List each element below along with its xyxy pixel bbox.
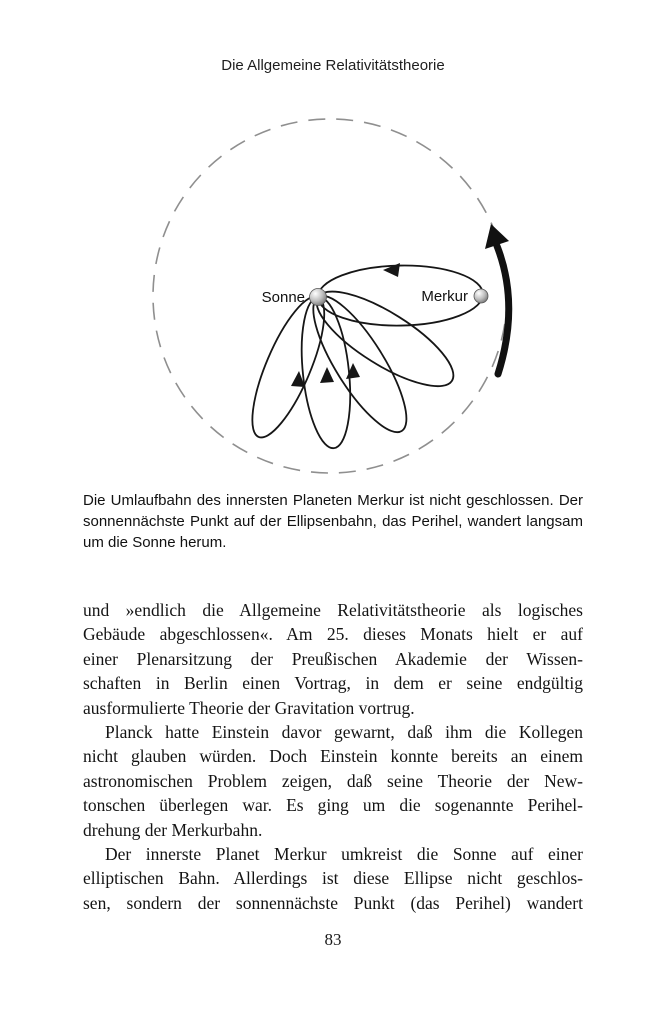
precession-arrow-icon bbox=[497, 246, 509, 374]
text-line: nicht glauben würden. Doch Einstein konnte bereits an einem bbox=[83, 746, 583, 767]
running-head: Die Allgemeine Relativitätstheorie bbox=[221, 57, 445, 74]
paragraph-2 bbox=[83, 720, 583, 842]
sun-label: Sonne bbox=[261, 289, 305, 306]
text-line: tonschen überlegen war. Es ging um die sogenannte Perihel- bbox=[83, 795, 583, 816]
caption-line: sonnennächste Punkt auf der Ellipsenbahn, das Perihel, wandert langsam bbox=[83, 513, 583, 530]
caption-line: um die Sonne herum. bbox=[83, 534, 227, 551]
orbit-petal-3 bbox=[298, 284, 422, 443]
text-line: ausformulierte Theorie der Gravitation vortrug. bbox=[83, 697, 415, 718]
sun-sphere bbox=[310, 289, 327, 306]
text-line: und »endlich die Allgemeine Relativitätstheorie als logisches bbox=[83, 600, 583, 620]
text-line: astronomischen Problem zeigen, daß seine Theorie der New- bbox=[83, 770, 583, 791]
paragraph-3 bbox=[83, 842, 583, 915]
text-line: Gebäude abgeschlossen«. Am 25. dieses Monats hielt er auf bbox=[83, 624, 583, 645]
text-line: Planck hatte Einstein davor gewarnt, daß ihm die Kollegen bbox=[105, 722, 583, 743]
text-line: schaften in Berlin einen Vortrag, in dem er seine endgültig bbox=[83, 673, 583, 694]
text-line: einer Plenarsitzung der Preußischen Akademie der Wissen- bbox=[83, 648, 583, 669]
mercury-label: Merkur bbox=[421, 288, 468, 305]
orbit-arrow-icon bbox=[320, 367, 334, 383]
paragraph-1 bbox=[83, 598, 583, 720]
mercury-orbit-diagram bbox=[0, 100, 666, 500]
page-number: 83 bbox=[324, 930, 342, 949]
body-text bbox=[83, 598, 583, 915]
mercury-sphere bbox=[474, 289, 488, 303]
caption-line: Die Umlaufbahn des innersten Planeten Merkur ist nicht geschlossen. Der bbox=[83, 492, 583, 509]
figure bbox=[0, 100, 666, 500]
text-line: drehung der Merkurbahn. bbox=[83, 819, 263, 840]
figure-caption bbox=[83, 490, 583, 553]
text-line: sen, sondern der sonnennächste Punkt (das Perihel) wandert bbox=[83, 892, 583, 913]
text-line: Der innerste Planet Merkur umkreist die Sonne auf einer bbox=[105, 844, 583, 865]
text-line: elliptischen Bahn. Allerdings ist diese Ellipse nicht geschlos- bbox=[83, 868, 583, 889]
orbit-petal-5 bbox=[238, 288, 338, 445]
